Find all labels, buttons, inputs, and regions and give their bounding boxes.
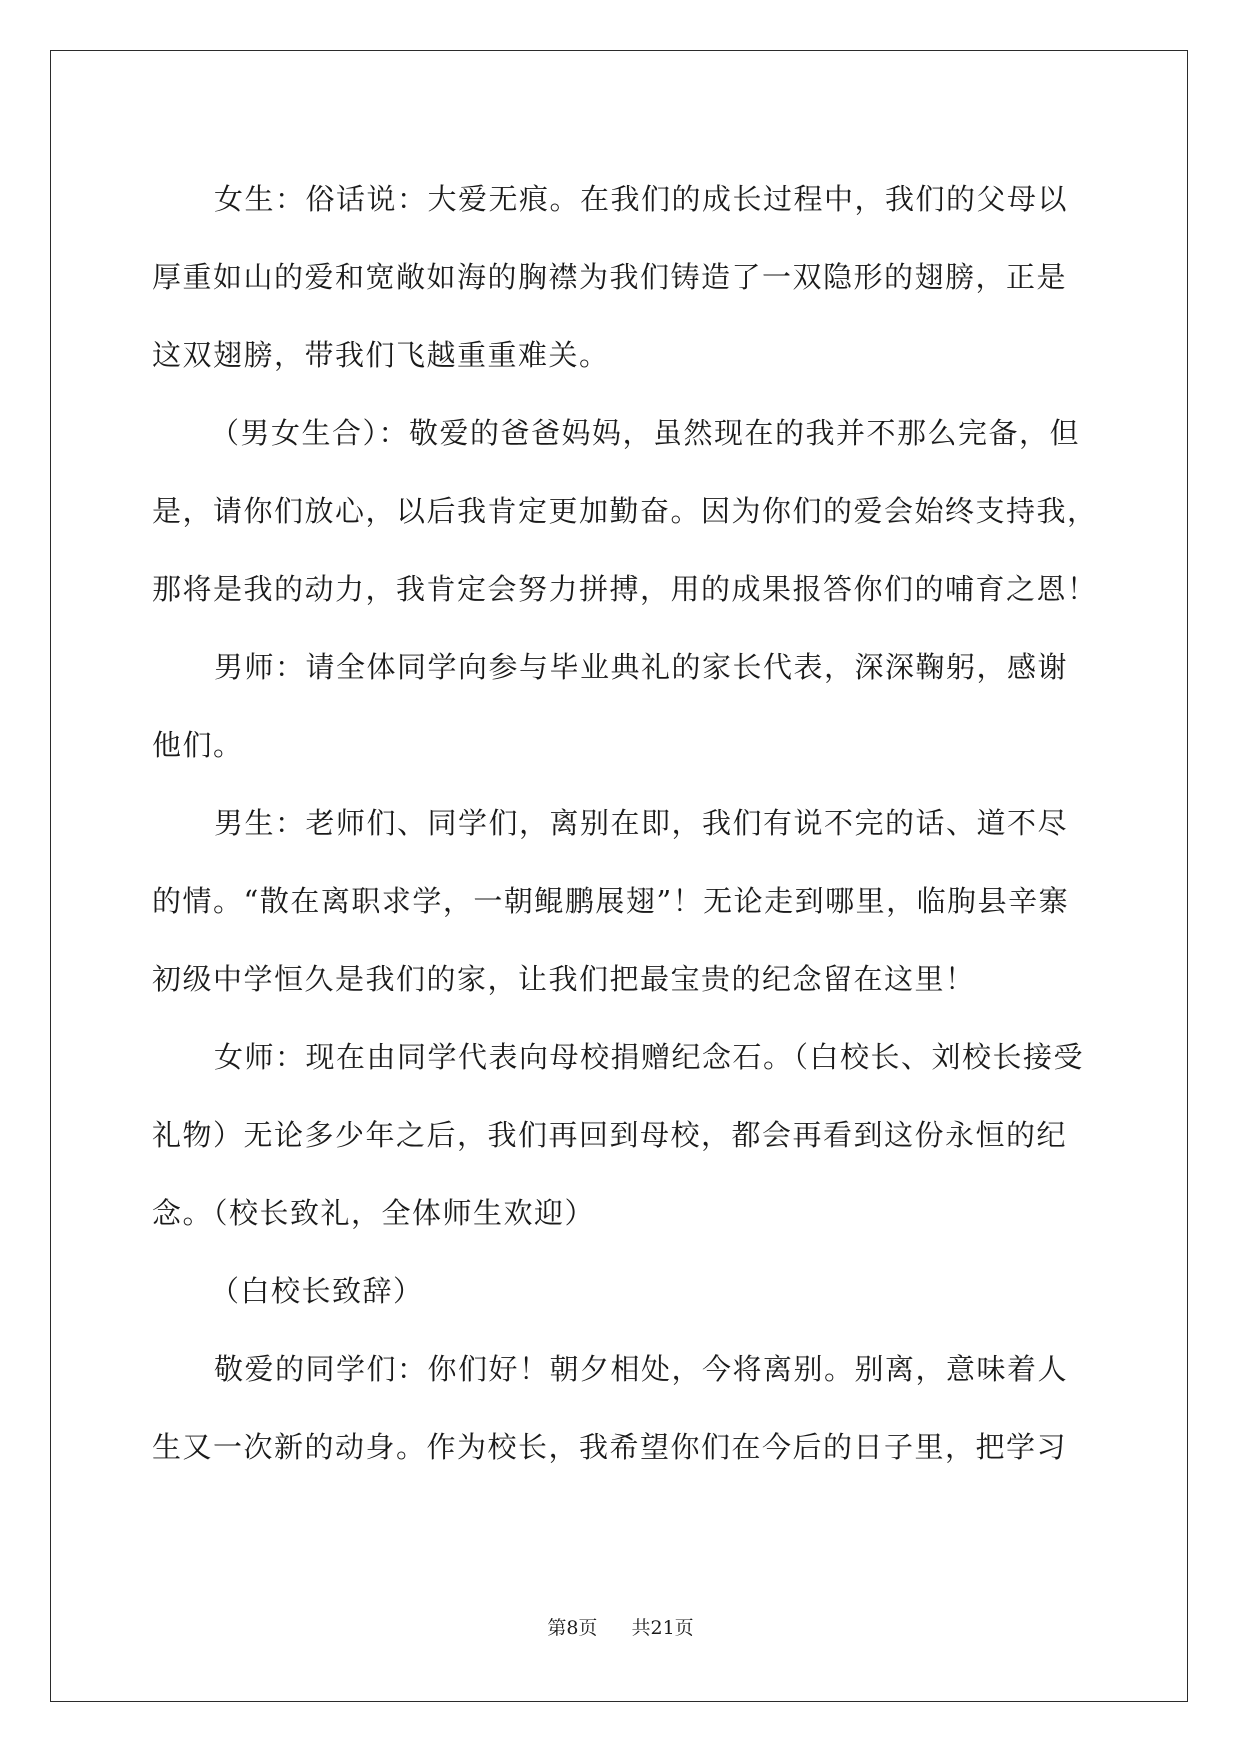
document-body bbox=[152, 160, 1098, 1486]
text-line: 他们。 bbox=[152, 728, 244, 762]
text-line: 这双翅膀，带我们飞越重重难关。 bbox=[152, 338, 610, 372]
text-line: 男生：老师们、同学们，离别在即，我们有说不完的话、道不尽 bbox=[214, 806, 1069, 840]
text-line: 男师：请全体同学向参与毕业典礼的家长代表，深深鞠躬，感谢 bbox=[214, 650, 1069, 684]
page-footer bbox=[0, 1613, 1241, 1640]
text-line: 初级中学恒久是我们的家，让我们把最宝贵的纪念留在这里！ bbox=[152, 962, 976, 996]
text-line: 礼物）无论多少年之后，我们再回到母校，都会再看到这份永恒的纪 bbox=[152, 1118, 1068, 1152]
text-line: 念。（校长致礼，全体师生欢迎） bbox=[152, 1196, 596, 1230]
text-line: 敬爱的同学们：你们好！朝夕相处，今将离别。别离，意味着人 bbox=[214, 1352, 1069, 1386]
page-number-current: 第8页 bbox=[547, 1617, 598, 1639]
text-line: （白校长致辞） bbox=[210, 1274, 424, 1308]
text-line: 那将是我的动力，我肯定会努力拼搏，用的成果报答你们的哺育之恩！ bbox=[152, 572, 1098, 606]
text-line: 生又一次新的动身。作为校长，我希望你们在今后的日子里，把学习 bbox=[152, 1430, 1068, 1464]
page-number-total: 共21页 bbox=[631, 1617, 694, 1639]
text-line: 是，请你们放心，以后我肯定更加勤奋。因为你们的爱会始终支持我， bbox=[152, 494, 1098, 528]
text-line: （男女生合）：敬爱的爸爸妈妈，虽然现在的我并不那么完备，但 bbox=[210, 416, 1081, 450]
text-line: 女生：俗话说：大爱无痕。在我们的成长过程中，我们的父母以 bbox=[214, 182, 1069, 216]
text-line: 厚重如山的爱和宽敞如海的胸襟为我们铸造了一双隐形的翅膀，正是 bbox=[152, 260, 1068, 294]
text-line: 的情。“散在离职求学，一朝鲲鹏展翅”！无论走到哪里，临朐县辛寨 bbox=[152, 884, 1070, 918]
text-line: 女师：现在由同学代表向母校捐赠纪念石。（白校长、刘校长接受 bbox=[214, 1040, 1085, 1074]
